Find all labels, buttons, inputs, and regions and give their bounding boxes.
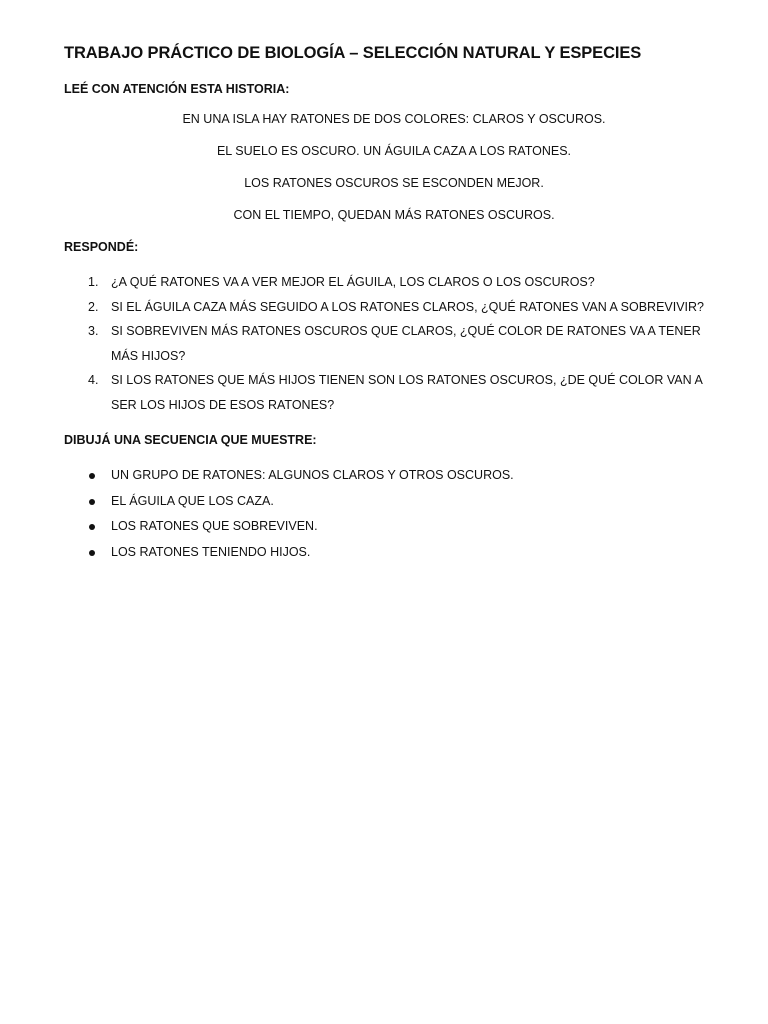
bullet-icon bbox=[89, 499, 95, 505]
story-line: CON EL TIEMPO, QUEDAN MÁS RATONES OSCUROS. bbox=[233, 208, 555, 222]
question-number: 4. bbox=[88, 373, 99, 387]
sequence-item bbox=[64, 489, 724, 515]
story-line: LOS RATONES OSCUROS SE ESCONDEN MEJOR. bbox=[244, 176, 544, 190]
story-block bbox=[64, 110, 724, 224]
draw-heading: DIBUJÁ UNA SECUENCIA QUE MUESTRE: bbox=[64, 433, 317, 447]
question-text: SI EL ÁGUILA CAZA MÁS SEGUIDO A LOS RATONES CLAROS, ¿QUÉ RATONES VAN A SOBREVIVIR? bbox=[111, 299, 705, 314]
document-page bbox=[64, 40, 724, 565]
sequence-item bbox=[64, 540, 724, 566]
sequence-item bbox=[64, 514, 724, 540]
question-number: 1. bbox=[88, 275, 99, 289]
question-number: 2. bbox=[88, 299, 99, 314]
question-item bbox=[64, 295, 724, 320]
question-text: SI SOBREVIVEN MÁS RATONES OSCUROS QUE CLAROS, ¿QUÉ COLOR DE RATONES VA A TENER MÁS HIJOS? bbox=[111, 324, 701, 363]
questions-list bbox=[64, 270, 724, 417]
story-line: EL SUELO ES OSCURO. UN ÁGUILA CAZA A LOS RATONES. bbox=[216, 144, 572, 158]
intro-heading: LEÉ CON ATENCIÓN ESTA HISTORIA: bbox=[64, 82, 290, 96]
question-text: ¿A QUÉ RATONES VA A VER MEJOR EL ÁGUILA, LOS CLAROS O LOS OSCUROS? bbox=[111, 275, 595, 289]
question-text: SI LOS RATONES QUE MÁS HIJOS TIENEN SON LOS RATONES OSCUROS, ¿DE QUÉ COLOR VAN A SER LOS HIJOS DE ESOS RATONES? bbox=[111, 373, 703, 412]
sequence-text: LOS RATONES QUE SOBREVIVEN. bbox=[111, 519, 318, 533]
sequence-text: UN GRUPO DE RATONES: ALGUNOS CLAROS Y OTROS OSCUROS. bbox=[111, 468, 514, 482]
sequence-text: LOS RATONES TENIENDO HIJOS. bbox=[111, 544, 311, 559]
question-item bbox=[64, 368, 724, 417]
bullet-icon bbox=[89, 473, 95, 479]
document-title: TRABAJO PRÁCTICO DE BIOLOGÍA – SELECCIÓN NATURAL Y ESPECIES bbox=[64, 44, 642, 62]
sequence-item bbox=[64, 463, 724, 489]
sequence-text: EL ÁGUILA QUE LOS CAZA. bbox=[111, 493, 274, 508]
respond-heading: RESPONDÉ: bbox=[64, 240, 139, 254]
question-number: 3. bbox=[88, 324, 99, 338]
bullet-icon bbox=[89, 524, 95, 530]
sequence-list bbox=[64, 463, 724, 565]
story-line: EN UNA ISLA HAY RATONES DE DOS COLORES: CLAROS Y OSCUROS. bbox=[182, 112, 606, 126]
question-item bbox=[64, 319, 724, 368]
bullet-icon bbox=[89, 550, 95, 556]
question-item bbox=[64, 270, 724, 295]
